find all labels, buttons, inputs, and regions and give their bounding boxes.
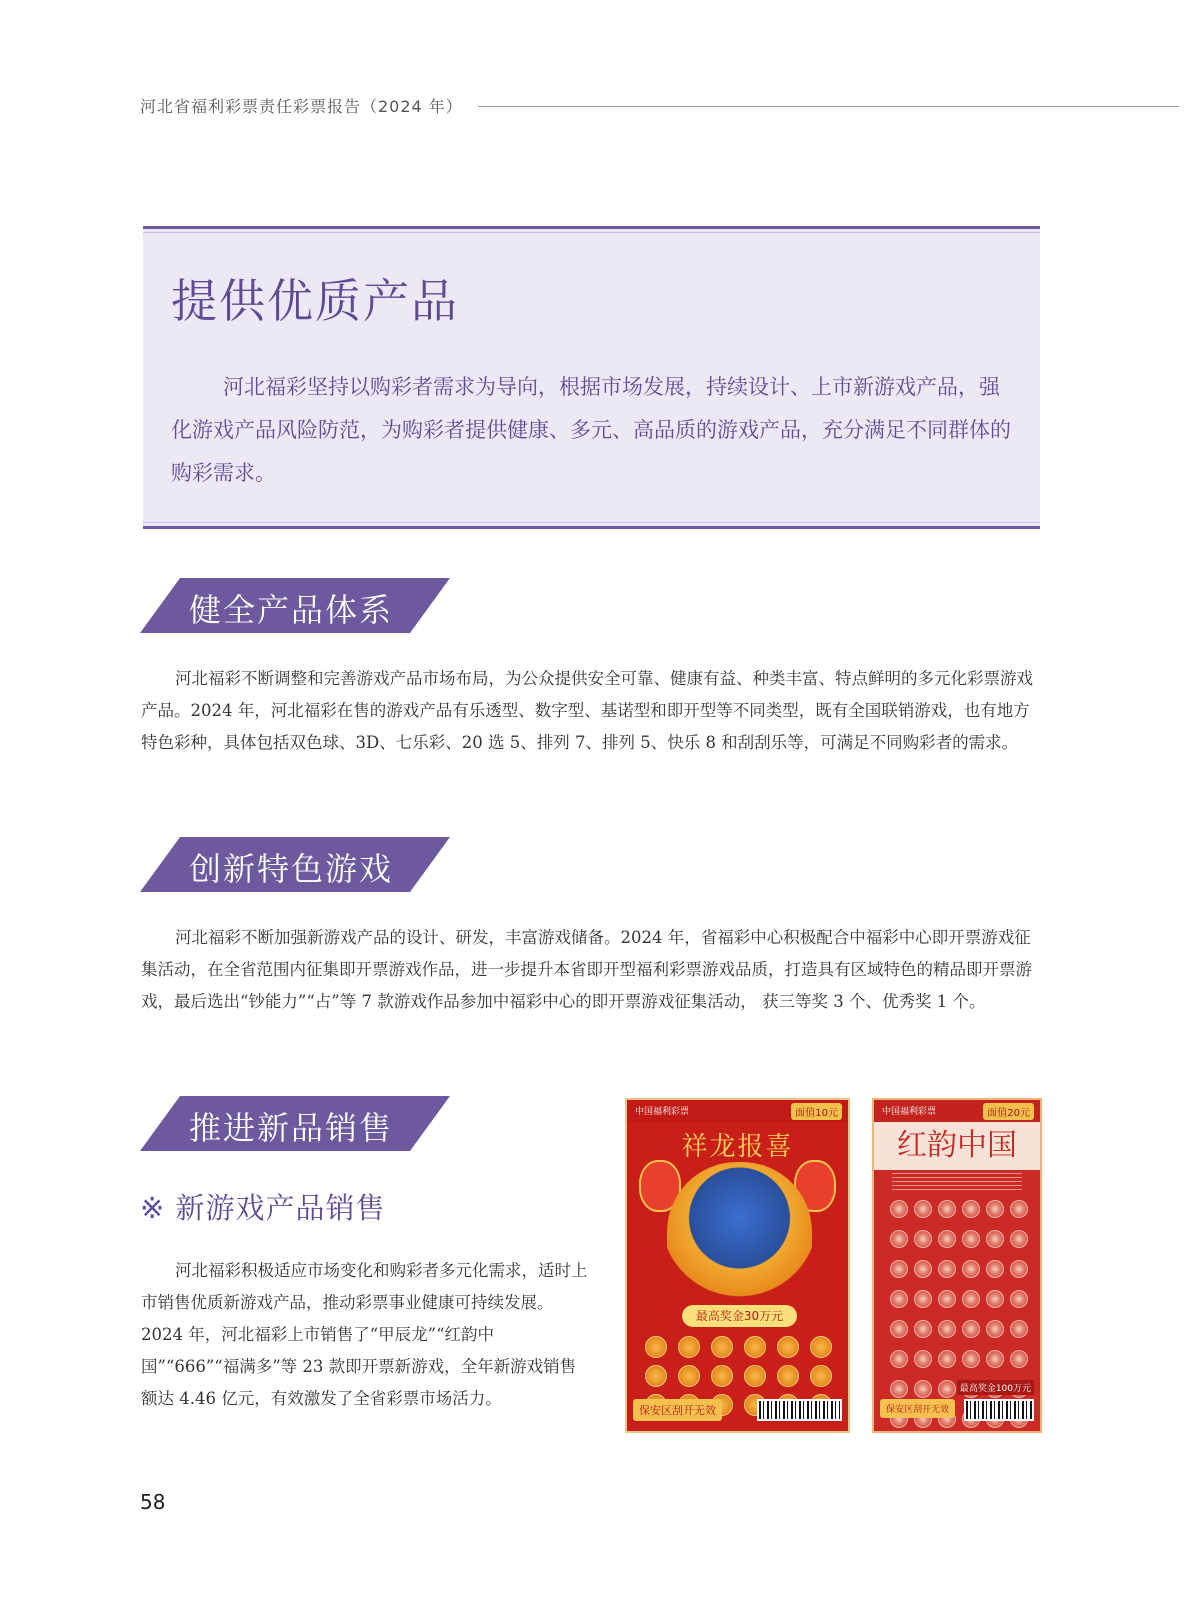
dragon-illustration [667,1162,812,1302]
scratch-coin-icon [678,1365,700,1387]
scratch-coin-icon [744,1365,766,1387]
scratch-coin-icon [890,1230,908,1248]
scratch-coin-icon [938,1380,956,1398]
intro-box [143,226,1040,529]
scratch-coin-icon [938,1200,956,1218]
barcode-icon [757,1399,842,1421]
section-banner-innovative-games [140,837,450,892]
section-body-innovative-games: 河北福彩不断加强新游戏产品的设计、研发，丰富游戏储备。2024 年，省福彩中心积极配合中福彩中心即开票游戏征集活动，在全省范围内征集即开票游戏作品，进一步提升本省即开型福利彩票游戏品质，打造具有区域特色的精品即开票游戏，最后选出“钞能力”“占”等 7 款游戏作品参加中福彩中心的即开票游戏征集活动， 获三等奖 3 个、优秀奖 1 个。 [141,928,1032,1011]
scratch-coin-icon [1010,1290,1028,1308]
sub-title: ※ 新游戏产品销售 [140,1191,386,1225]
section-body-new-product-sales: 河北福彩积极适应市场变化和购彩者多元化需求，适时上市销售优质新游戏产品，推动彩票事业健康可持续发展。2024 年，河北福彩上市销售了“甲辰龙”“红韵中国”“666”“福满多”等 23 款即开票新游戏，全年新游戏销售额达 4.46 亿元，有效激发了全省彩票市场活力。 [141,1261,588,1408]
scratch-coin-icon [914,1200,932,1218]
scratch-coin-icon [914,1320,932,1338]
scratch-coin-icon [938,1350,956,1368]
scratch-coin-icon [986,1320,1004,1338]
ticket-bottom [880,1399,1034,1423]
scratch-coin-icon [962,1290,980,1308]
barcode-icon [964,1399,1034,1421]
scratch-coin-icon [890,1350,908,1368]
scratch-coin-icon [914,1260,932,1278]
running-header: 河北省福利彩票责任彩票报告（2024 年） [140,97,463,116]
section-title: 推进新品销售 [189,1109,394,1147]
scratch-coin-icon [962,1260,980,1278]
scratch-coin-icon [962,1350,980,1368]
scratch-coin-icon [986,1290,1004,1308]
scratch-coin-icon [777,1336,799,1358]
scratch-coin-icon [645,1365,667,1387]
scratch-coin-icon [986,1260,1004,1278]
scratch-coin-icon [1010,1230,1028,1248]
header-rule [478,106,1179,107]
scratch-coin-icon [962,1200,980,1218]
scratch-coin-icon [914,1290,932,1308]
intro-title: 提供优质产品 [171,274,459,328]
ticket-void-label: 保安区刮开无效 [633,1399,722,1421]
section-banner-new-product-sales [140,1096,450,1151]
ticket-topbar [627,1100,848,1122]
scratch-coin-icon [1010,1260,1028,1278]
ticket-prize: 最高奖金100万元 [957,1380,1034,1395]
lottery-ticket-image [625,1098,850,1433]
scratch-coin-icon [890,1260,908,1278]
scratch-coin-icon [1010,1320,1028,1338]
scratch-coin-icon [890,1290,908,1308]
scratch-coin-icon [1010,1350,1028,1368]
section-body-product-system: 河北福彩不断调整和完善游戏产品市场布局，为公众提供安全可靠、健康有益、种类丰富、特点鲜明的多元化彩票游戏产品。2024 年，河北福彩在售的游戏产品有乐透型、数字型、基诺型和即开型等不同类型，既有全国联销游戏，也有地方特色彩种，具体包括双色球、3D、七乐彩、20 选 5、排列 7、排列 5、快乐 8 和刮刮乐等，可满足不同购彩者的需求。 [141,669,1033,752]
scratch-coin-icon [938,1320,956,1338]
scratch-coin-icon [962,1230,980,1248]
ticket-price: 面值20元 [983,1103,1034,1120]
lottery-ticket-image [872,1098,1042,1433]
ticket-rules-text [892,1172,1022,1190]
scratch-coin-icon [986,1230,1004,1248]
scratch-coin-icon [938,1290,956,1308]
scratch-coin-icon [645,1336,667,1358]
scratch-coin-icon [914,1350,932,1368]
scratch-coin-icon [914,1230,932,1248]
intro-body: 河北福彩坚持以购彩者需求为导向，根据市场发展，持续设计、上市新游戏产品，强化游戏产品风险防范，为购彩者提供健康、多元、高品质的游戏产品，充分满足不同群体的购彩需求。 [171,375,1011,485]
ticket-headline: 祥龙报喜 [681,1132,794,1162]
page-number: 58 [140,1490,166,1514]
scratch-coin-icon [938,1230,956,1248]
scratch-coin-icon [938,1260,956,1278]
scratch-coin-icon [810,1365,832,1387]
ticket-bottom [633,1399,842,1423]
section-title: 健全产品体系 [189,591,394,629]
scratch-coin-icon [890,1200,908,1218]
ticket-void-label: 保安区刮开无效 [880,1399,955,1418]
ticket-prize: 最高奖金30万元 [682,1305,797,1327]
ticket-logo: 中国福利彩票 [882,1107,937,1117]
section-title: 创新特色游戏 [189,850,394,888]
scratch-coin-icon [711,1336,733,1358]
section-banner-product-system [140,578,450,633]
scratch-coin-icon [986,1350,1004,1368]
scratch-coin-icon [744,1336,766,1358]
ticket-logo: 中国福利彩票 [635,1107,690,1117]
scratch-coin-icon [1010,1200,1028,1218]
ticket-price: 面值10元 [791,1103,842,1120]
scratch-coin-icon [914,1380,932,1398]
ticket-topbar [874,1100,1040,1122]
scratch-coin-icon [986,1200,1004,1218]
scratch-coin-icon [962,1320,980,1338]
scratch-coin-icon [890,1320,908,1338]
scratch-coin-icon [890,1380,908,1398]
scratch-coin-icon [678,1336,700,1358]
ticket-headline: 红韵中国 [874,1122,1040,1170]
scratch-coin-icon [810,1336,832,1358]
scratch-coin-icon [711,1365,733,1387]
scratch-coin-icon [777,1365,799,1387]
